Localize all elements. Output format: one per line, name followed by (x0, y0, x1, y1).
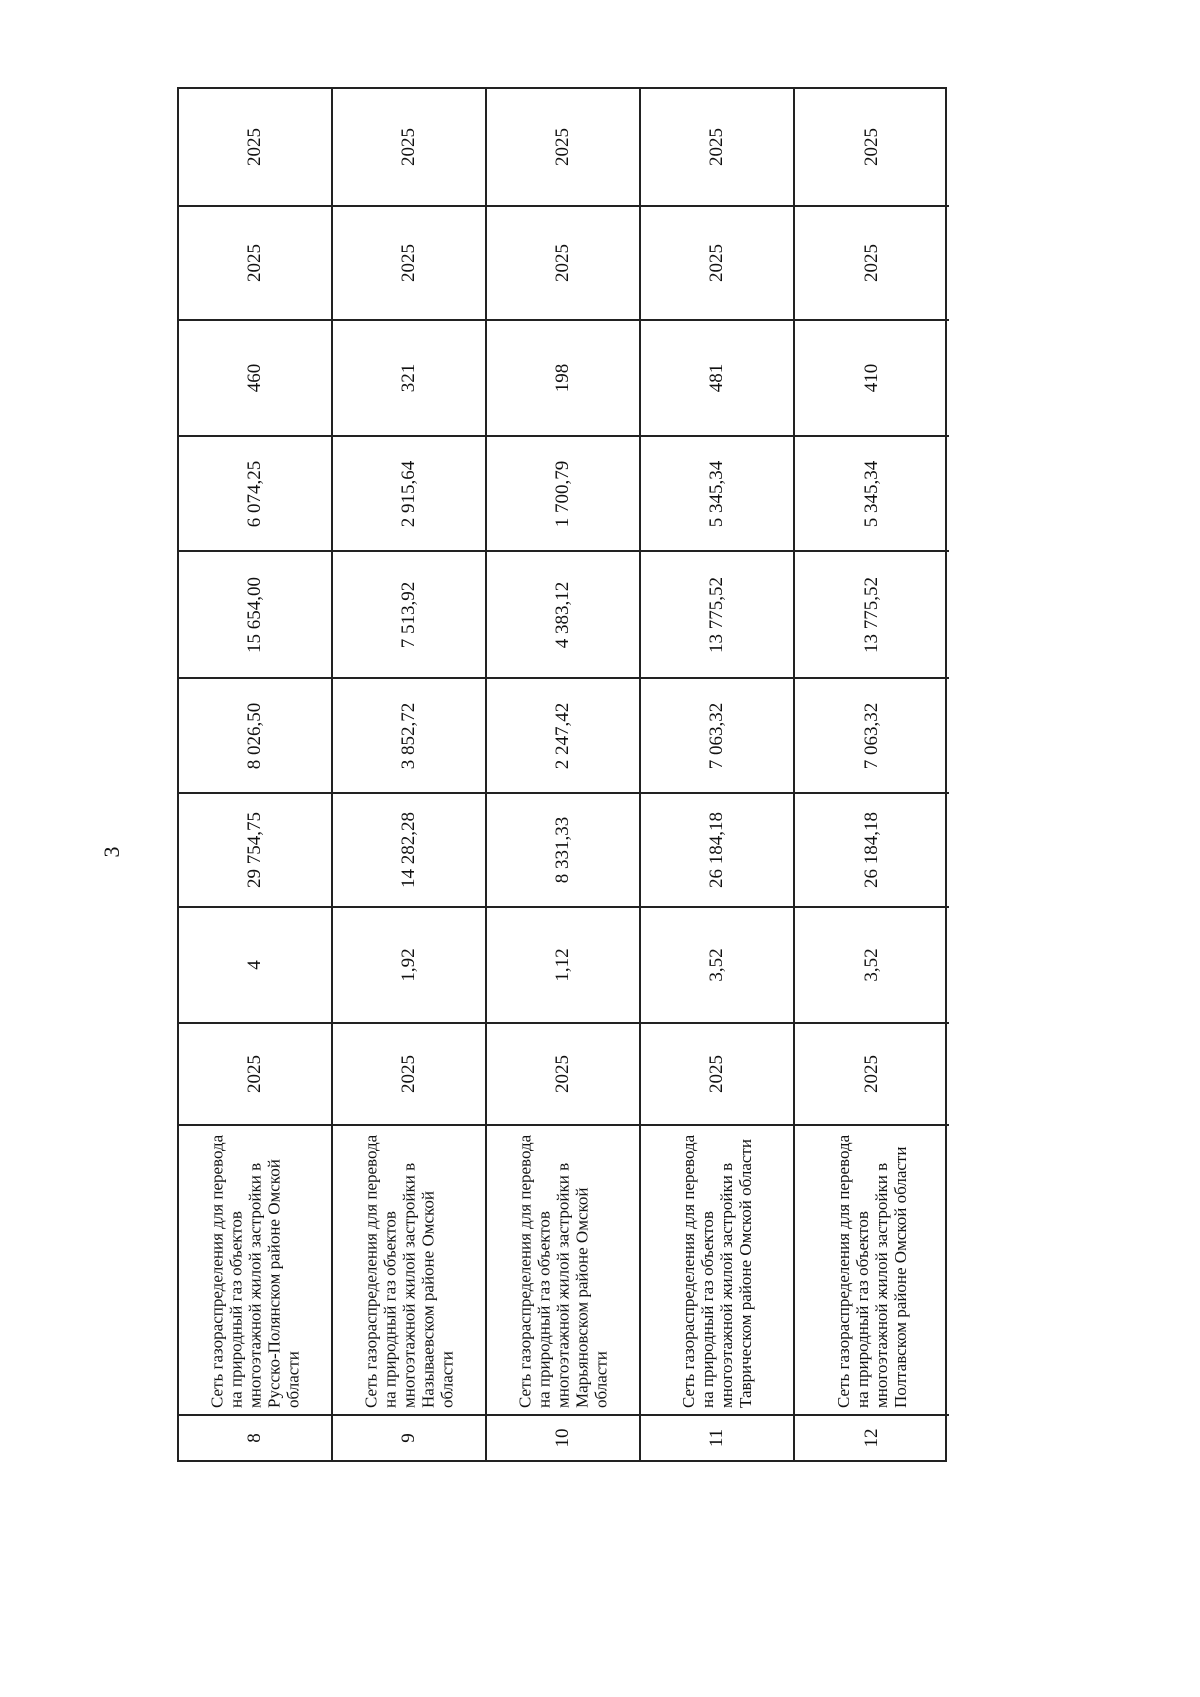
cell-value: 2025 (861, 128, 882, 166)
cell-cost-c (333, 437, 485, 552)
cell-value: 5 345,34 (861, 460, 882, 527)
cell-value: 2025 (244, 128, 265, 166)
cell-value: 2025 (706, 1055, 727, 1093)
cell-value: 2025 (244, 244, 265, 282)
cell-value: 2025 (861, 244, 882, 282)
table-row (333, 89, 487, 1460)
object-name: Сеть газораспределения для перевода на природный газ объектов многоэтажной жилой застройки в Марьяновском районе Омской области (515, 1134, 611, 1408)
cell-year-start (641, 1024, 793, 1126)
cell-length (641, 908, 793, 1024)
cell-cost-b (487, 552, 639, 679)
cell-num (333, 1416, 485, 1460)
cell-cost-b (641, 552, 793, 679)
cell-cost-c (641, 437, 793, 552)
cell-value: 13 775,52 (706, 576, 727, 653)
cell-year-b (795, 207, 949, 321)
cell-value: 3,52 (706, 948, 727, 982)
table-row (795, 89, 949, 1460)
object-name: Сеть газораспределения для перевода на природный газ объектов многоэтажной жилой застройки в Называевском районе Омской области (361, 1134, 457, 1408)
row-number: 10 (552, 1428, 573, 1448)
cell-year-c (179, 89, 331, 207)
object-name: Сеть газораспределения для перевода на природный газ объектов многоэтажной жилой застройки в Русско-Полянском районе Омской области (207, 1134, 303, 1408)
cell-value: 2 247,42 (552, 702, 573, 769)
row-number: 11 (706, 1428, 727, 1448)
cell-year-c (641, 89, 793, 207)
objects-table (177, 87, 947, 1462)
row-number: 12 (861, 1428, 882, 1448)
cell-count (487, 321, 639, 437)
cell-cost-b (795, 552, 949, 679)
row-number: 9 (398, 1433, 419, 1443)
cell-value: 2025 (398, 128, 419, 166)
cell-value: 2025 (552, 1055, 573, 1093)
row-number: 8 (244, 1433, 265, 1443)
table-row (641, 89, 795, 1460)
cell-value: 198 (552, 363, 573, 393)
cell-value: 5 345,34 (706, 460, 727, 527)
cell-year-start (487, 1024, 639, 1126)
cell-value: 26 184,18 (706, 812, 727, 888)
cell-value: 7 063,32 (706, 702, 727, 769)
cell-value: 2025 (706, 128, 727, 166)
cell-value: 460 (244, 363, 265, 393)
cell-num (641, 1416, 793, 1460)
cell-value: 4 (244, 960, 265, 970)
table-row (487, 89, 641, 1460)
cell-value: 481 (706, 363, 727, 393)
cell-num (795, 1416, 949, 1460)
cell-value: 8 026,50 (244, 702, 265, 769)
cell-length (333, 908, 485, 1024)
cell-value: 2025 (552, 128, 573, 166)
cell-name (333, 1126, 485, 1416)
cell-cost-a (333, 679, 485, 794)
cell-count (795, 321, 949, 437)
table-row (179, 89, 333, 1460)
cell-year-start (795, 1024, 949, 1126)
cell-year-c (795, 89, 949, 207)
cell-value: 2025 (706, 244, 727, 282)
cell-value: 13 775,52 (861, 576, 882, 653)
cell-count (179, 321, 331, 437)
cell-total-cost (795, 794, 949, 908)
cell-year-b (641, 207, 793, 321)
object-name: Сеть газораспределения для перевода на природный газ объектов многоэтажной жилой застройки в Полтавском районе Омской области (834, 1134, 910, 1408)
cell-length (487, 908, 639, 1024)
cell-value: 26 184,18 (861, 812, 882, 888)
cell-value: 1,12 (552, 948, 573, 982)
cell-length (179, 908, 331, 1024)
cell-value: 7 513,92 (398, 581, 419, 648)
cell-cost-c (795, 437, 949, 552)
cell-year-start (179, 1024, 331, 1126)
cell-name (487, 1126, 639, 1416)
cell-cost-b (179, 552, 331, 679)
cell-value: 3 852,72 (398, 702, 419, 769)
cell-value: 1,92 (398, 948, 419, 982)
cell-value: 4 383,12 (552, 581, 573, 648)
cell-value: 2025 (398, 1055, 419, 1093)
cell-cost-a (795, 679, 949, 794)
cell-value: 6 074,25 (244, 460, 265, 527)
cell-value: 2 915,64 (398, 460, 419, 527)
cell-count (333, 321, 485, 437)
cell-value: 321 (398, 363, 419, 393)
cell-cost-a (641, 679, 793, 794)
cell-total-cost (333, 794, 485, 908)
cell-year-b (179, 207, 331, 321)
cell-length (795, 908, 949, 1024)
cell-cost-a (487, 679, 639, 794)
cell-total-cost (179, 794, 331, 908)
cell-value: 15 654,00 (244, 576, 265, 653)
cell-num (487, 1416, 639, 1460)
cell-value: 2025 (244, 1055, 265, 1093)
cell-value: 2025 (861, 1055, 882, 1093)
cell-cost-c (487, 437, 639, 552)
cell-name (641, 1126, 793, 1416)
cell-name (795, 1126, 949, 1416)
cell-total-cost (641, 794, 793, 908)
cell-year-b (333, 207, 485, 321)
cell-year-b (487, 207, 639, 321)
cell-cost-c (179, 437, 331, 552)
object-name: Сеть газораспределения для перевода на природный газ объектов многоэтажной жилой застройки в Таврическом районе Омской области (679, 1134, 755, 1408)
cell-value: 14 282,28 (398, 812, 419, 888)
cell-cost-b (333, 552, 485, 679)
cell-value: 3,52 (861, 948, 882, 982)
cell-value: 2025 (552, 244, 573, 282)
page-number: 3 (99, 846, 124, 858)
cell-cost-a (179, 679, 331, 794)
cell-value: 1 700,79 (552, 460, 573, 527)
cell-year-c (333, 89, 485, 207)
cell-year-start (333, 1024, 485, 1126)
cell-total-cost (487, 794, 639, 908)
cell-value: 2025 (398, 244, 419, 282)
cell-num (179, 1416, 331, 1460)
cell-value: 8 331,33 (552, 816, 573, 884)
cell-value: 410 (861, 363, 882, 393)
cell-value: 29 754,75 (244, 812, 265, 888)
cell-name (179, 1126, 331, 1416)
cell-value: 7 063,32 (861, 702, 882, 769)
cell-count (641, 321, 793, 437)
cell-year-c (487, 89, 639, 207)
